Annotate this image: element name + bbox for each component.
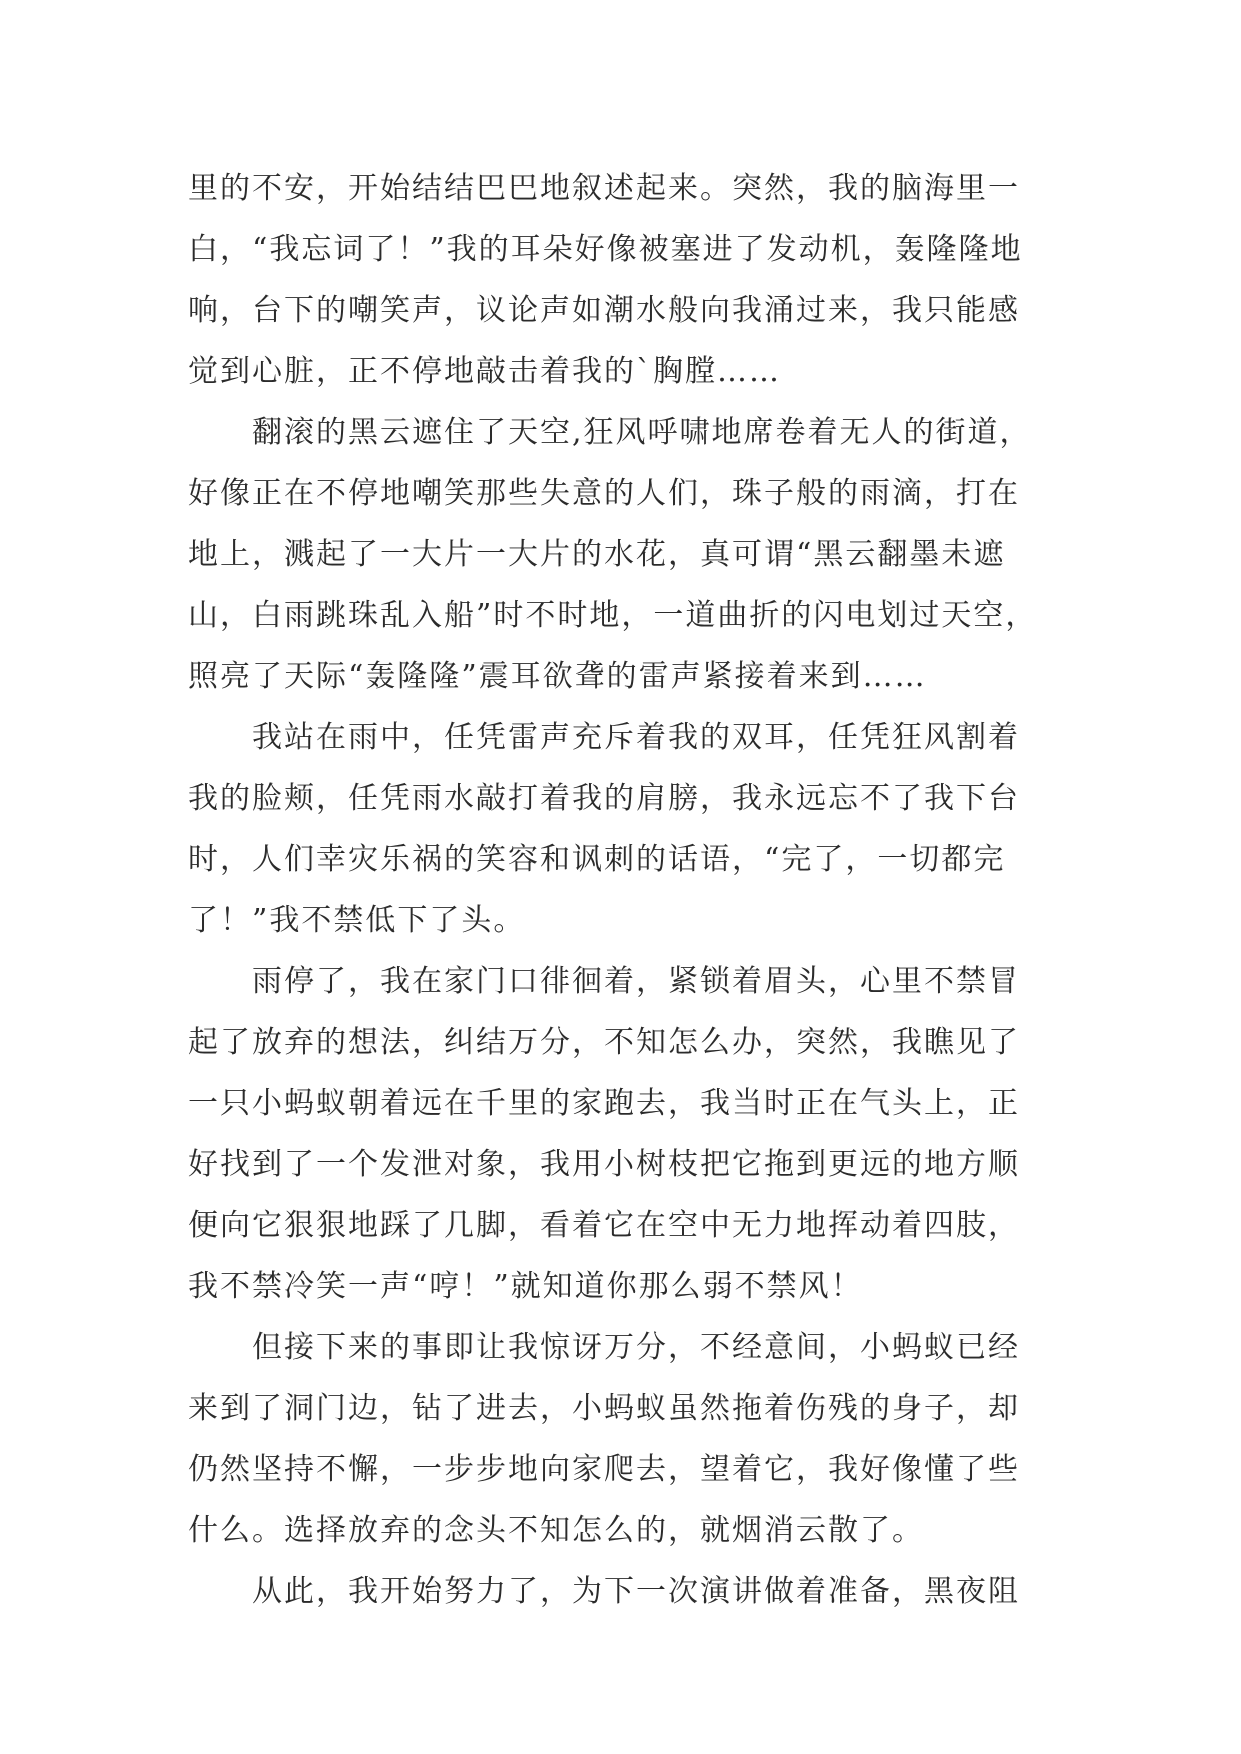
text-line: 时，人们幸灾乐祸的笑容和讽刺的话语，“完了，一切都完	[188, 842, 1006, 877]
text-line: 山，白雨跳珠乱入船”时不时地，一道曲折的闪电划过天空，	[188, 598, 1038, 633]
text-line: 里的不安，开始结结巴巴地叙述起来。突然，我的脑海里一	[188, 171, 1020, 206]
text-line: 好找到了一个发泄对象，我用小树枝把它拖到更远的地方顺	[188, 1147, 1020, 1182]
text-line: 响，台下的嘲笑声，议论声如潮水般向我涌过来，我只能感	[188, 293, 1020, 328]
text-line: 好像正在不停地嘲笑那些失意的人们，珠子般的雨滴，打在	[188, 476, 1020, 511]
text-line: 什么。选择放弃的念头不知怎么的，就烟消云散了。	[188, 1513, 924, 1548]
essay-body	[188, 158, 1068, 1622]
text-line: 翻滚的黑云遮住了天空,狂风呼啸地席卷着无人的街道，	[252, 415, 1032, 450]
text-line: 我不禁冷笑一声“哼！”就知道你那么弱不禁风！	[188, 1269, 863, 1304]
text-line: 但接下来的事即让我惊讶万分，不经意间，小蚂蚁已经	[252, 1330, 1020, 1365]
text-line: 我的脸颊，任凭雨水敲打着我的肩膀，我永远忘不了我下台	[188, 781, 1020, 816]
text-line: 便向它狠狠地踩了几脚，看着它在空中无力地挥动着四肢，	[188, 1208, 1020, 1243]
text-line: 地上，溅起了一大片一大片的水花，真可谓“黑云翻墨未遮	[188, 537, 1006, 572]
text-line: 白，“我忘词了！”我的耳朵好像被塞进了发动机，轰隆隆地	[188, 232, 1023, 267]
text-line: 觉到心脏，正不停地敲击着我的`胸膛……	[188, 354, 781, 389]
text-line: 我站在雨中，任凭雷声充斥着我的双耳，任凭狂风割着	[252, 720, 1020, 755]
text-line: 仍然坚持不懈，一步步地向家爬去，望着它，我好像懂了些	[188, 1452, 1020, 1487]
text-line: 从此，我开始努力了，为下一次演讲做着准备，黑夜阻	[252, 1574, 1020, 1609]
text-line: 了！”我不禁低下了头。	[188, 903, 526, 938]
text-line: 一只小蚂蚁朝着远在千里的家跑去，我当时正在气头上，正	[188, 1086, 1020, 1121]
text-line: 来到了洞门边，钻了进去，小蚂蚁虽然拖着伤残的身子，却	[188, 1391, 1020, 1426]
text-line: 雨停了，我在家门口徘徊着，紧锁着眉头，心里不禁冒	[252, 964, 1020, 999]
text-line: 起了放弃的想法，纠结万分，不知怎么办，突然，我瞧见了	[188, 1025, 1020, 1060]
text-line: 照亮了天际“轰隆隆”震耳欲聋的雷声紧接着来到……	[188, 659, 927, 694]
